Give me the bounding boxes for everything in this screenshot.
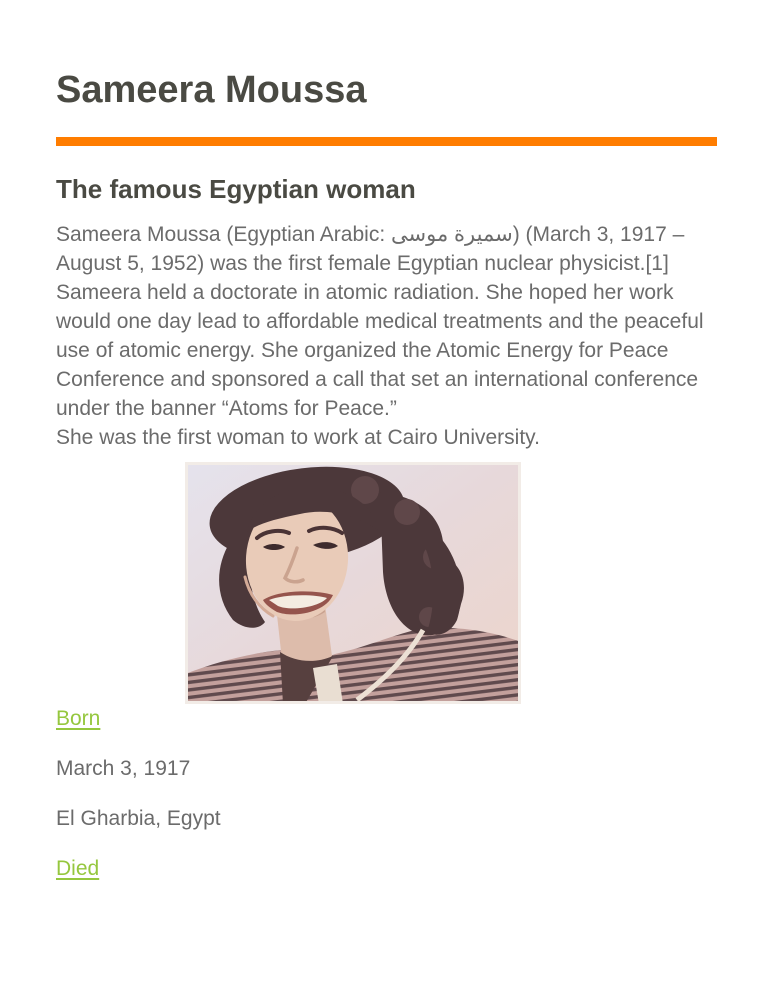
intro-paragraph: Sameera Moussa (Egyptian Arabic: سميرة موسى) (March 3, 1917 – August 5, 1952) was the first female Egyptian nuclear physicist.[1] Sameera held a doctorate in atomic radiation. She hoped her work would one day lead to affordable medical treatments and the peaceful use of atomic energy. She organized the Atomic Energy for Peace Conference and sponsored a call that set an international conference under the banner “Atoms for Peace.” [56,223,704,420]
born-date-text: March 3, 1917 [56,757,191,780]
portrait-image [185,462,521,704]
born-link[interactable]: Born [56,707,101,730]
intro-text [56,220,717,452]
page-title: Sameera Moussa [56,69,367,111]
portrait-photo [185,462,521,704]
born-place-text: El Gharbia, Egypt [56,807,221,830]
section-heading: The famous Egyptian woman [56,174,416,204]
born-row [56,708,717,730]
died-link[interactable]: Died [56,857,100,880]
accent-divider [56,137,717,146]
died-row [56,858,717,880]
intro-paragraph-continued: She was the first woman to work at Cairo University. [56,426,540,449]
